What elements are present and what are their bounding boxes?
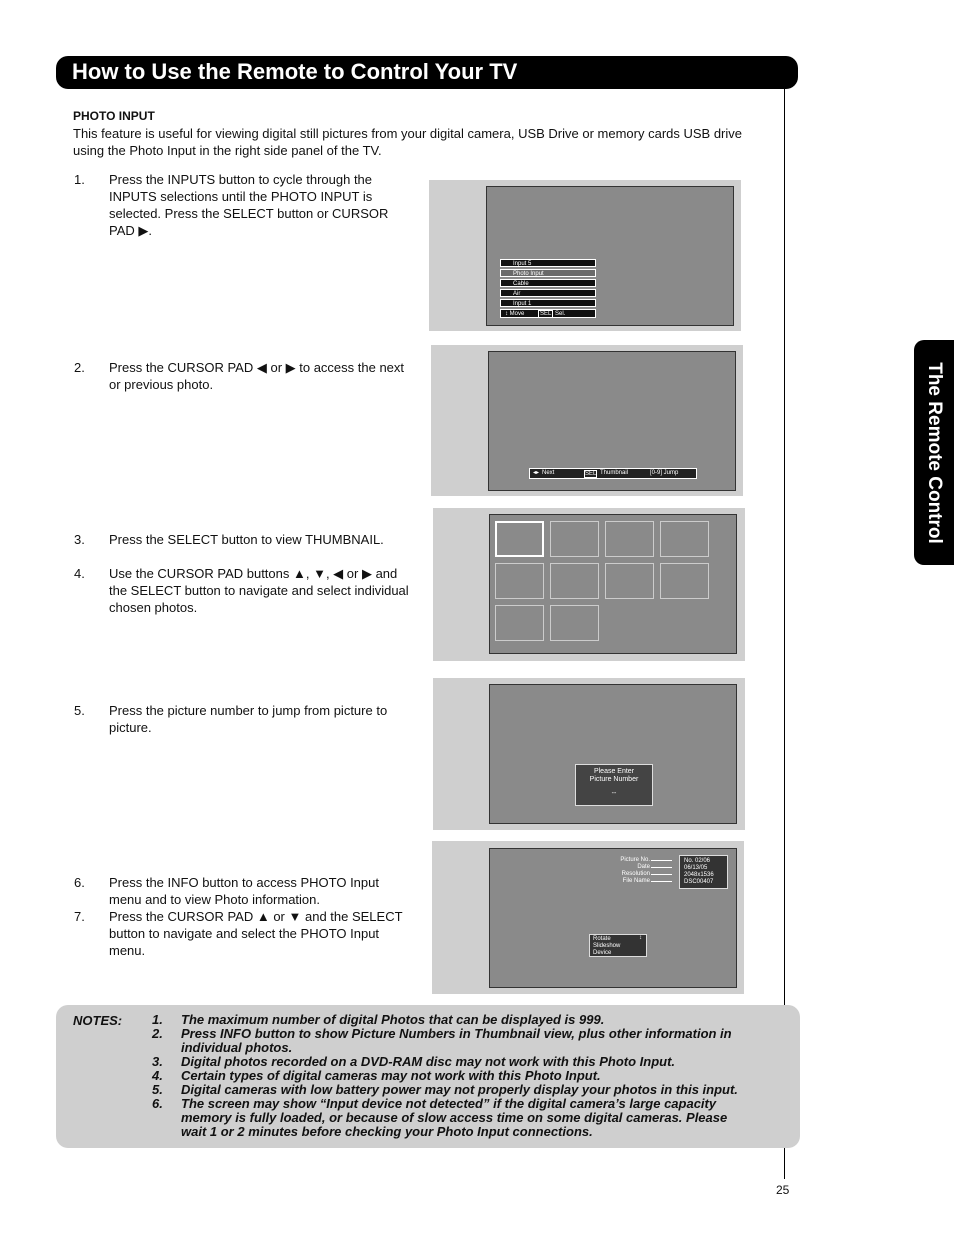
step-6 <box>74 874 414 910</box>
note-text: Digital photos recorded on a DVD-RAM disc may not work with this Photo Input. <box>181 1054 676 1069</box>
thumbnail <box>605 521 654 557</box>
menu-item-photo-input: Photo Input <box>500 269 596 277</box>
section-intro: This feature is useful for viewing digital still pictures from your digital camera, USB Drive or memory cards USB drive using the Photo Input in the right side panel of the TV. <box>73 126 743 158</box>
side-tab <box>914 340 954 565</box>
step-1 <box>74 171 414 241</box>
footer-move: Move <box>509 311 525 317</box>
thumbnail-selected <box>495 521 544 557</box>
thumbnail <box>550 521 599 557</box>
thumbnail <box>495 605 544 641</box>
menu-item-input-5: Input 5 <box>500 259 596 267</box>
info-values-box <box>679 855 728 889</box>
note-text: Press INFO button to show Picture Numbers in Thumbnail view, plus other information in individual photos. <box>181 1026 732 1055</box>
inputs-menu <box>500 259 598 321</box>
info-label: Picture No. <box>620 857 650 863</box>
screenshot-photo-viewer <box>431 345 743 496</box>
sel-key: SEL <box>585 471 597 477</box>
step-number: 1. <box>74 172 85 187</box>
tv-screen <box>489 514 737 654</box>
screenshot-thumbnail-grid <box>433 508 745 661</box>
side-tab-label: The Remote Control <box>924 361 945 544</box>
viewer-next: Next <box>542 470 555 476</box>
footer-sel: Sel. <box>555 311 566 317</box>
info-value: 06/13/05 <box>684 865 708 871</box>
up-down-arrows-icon: ↕ <box>639 935 642 941</box>
step-text: Press the picture number to jump from picture to picture. <box>109 703 388 735</box>
note-text: The maximum number of digital Photos that can be displayed is 999. <box>181 1012 605 1027</box>
thumbnail <box>495 563 544 599</box>
info-label: Resolution <box>621 871 650 877</box>
thumbnail <box>660 563 709 599</box>
step-text: Press the CURSOR PAD ▲ or ▼ and the SELECT button to navigate and select the PHOTO Input menu. <box>109 909 403 958</box>
step-number: 2. <box>74 360 85 375</box>
info-label: File Name <box>622 878 650 884</box>
note-text: Certain types of digital cameras may not work with this Photo Input. <box>181 1068 601 1083</box>
note-text: The screen may show “Input device not detected” if the digital camera’s large capacity memory is fully loaded, or because of slow access time on some digital cameras. Please wait 1 or 2 minutes before checking your Photo Input connections. <box>181 1096 728 1139</box>
info-value: No. 02/06 <box>684 858 711 864</box>
step-number: 3. <box>74 532 85 547</box>
note-item <box>152 1097 752 1139</box>
note-text: Digital cameras with low battery power may not properly display your photos in this input. <box>181 1082 738 1097</box>
tv-screen <box>488 351 736 491</box>
step-2 <box>74 359 414 399</box>
screenshot-photo-info <box>432 841 744 994</box>
info-labels <box>590 857 650 885</box>
note-item <box>152 1013 752 1027</box>
note-item <box>152 1027 752 1055</box>
menu-item-input-1: Input 1 <box>500 299 596 307</box>
info-leader-lines <box>651 857 672 885</box>
step-5 <box>74 702 414 738</box>
note-item <box>152 1055 752 1069</box>
info-label: Date <box>637 864 650 870</box>
picture-number-dialog <box>575 764 653 806</box>
step-text: Press the SELECT button to view THUMBNAIL. <box>109 532 384 547</box>
dialog-line-2: Picture Number <box>589 776 639 783</box>
menu-item-air: Air <box>500 289 596 297</box>
info-menu-item-rotate: Rotate <box>593 936 611 942</box>
screenshot-picture-number <box>433 678 745 830</box>
info-value: 2048x1536 <box>684 872 714 878</box>
step-number: 7. <box>74 909 85 924</box>
step-7 <box>74 908 414 962</box>
info-value: DSC00407 <box>684 879 714 885</box>
step-text: Press the CURSOR PAD ◀ or ▶ to access the next or previous photo. <box>109 360 405 392</box>
viewer-thumbnail: Thumbnail <box>600 470 629 476</box>
note-number: 6. <box>152 1096 163 1111</box>
thumbnail <box>605 563 654 599</box>
info-menu <box>589 934 647 957</box>
tv-screen <box>489 684 737 824</box>
thumbnail <box>550 605 599 641</box>
step-3 <box>74 531 414 567</box>
note-number: 5. <box>152 1082 163 1097</box>
up-down-arrows-icon: ↕ <box>505 311 508 317</box>
notes-panel <box>56 1005 800 1148</box>
picture-number-field: -- <box>611 790 617 797</box>
tv-screen <box>489 848 737 988</box>
viewer-control-bar <box>529 468 697 479</box>
step-number: 6. <box>74 875 85 890</box>
viewer-jump: [0-9] Jump <box>650 470 679 476</box>
left-right-arrows-icon: ◂▸ <box>533 470 540 476</box>
thumbnail <box>550 563 599 599</box>
tv-screen <box>486 186 734 326</box>
note-item <box>152 1083 752 1097</box>
menu-item-cable: Cable <box>500 279 596 287</box>
step-text: Use the CURSOR PAD buttons ▲, ▼, ◀ or ▶ and the SELECT button to navigate and select individual chosen photos. <box>109 566 409 615</box>
step-text: Press the INFO button to access PHOTO Input menu and to view Photo information. <box>109 875 379 907</box>
note-number: 4. <box>152 1068 163 1083</box>
sel-key: SEL <box>540 311 552 317</box>
section-title: PHOTO INPUT <box>73 109 155 123</box>
step-4 <box>74 565 414 619</box>
inputs-menu-footer <box>500 309 596 318</box>
notes-label: NOTES: <box>73 1013 123 1028</box>
note-item <box>152 1069 752 1083</box>
header-bar <box>56 56 798 89</box>
screenshot-inputs-menu <box>429 180 741 331</box>
dialog-line-1: Please Enter <box>593 768 635 775</box>
note-number: 3. <box>152 1054 163 1069</box>
step-text: Press the INPUTS button to cycle through the INPUTS selections until the PHOTO INPUT is selected. Press the SELECT button or CURSOR PAD ▶. <box>109 172 389 238</box>
note-number: 2. <box>152 1026 163 1041</box>
info-menu-item-device: Device <box>593 950 612 956</box>
thumbnail <box>660 521 709 557</box>
info-menu-item-slideshow: Slideshow <box>593 943 621 949</box>
step-number: 5. <box>74 703 85 718</box>
page-title: How to Use the Remote to Control Your TV <box>72 59 518 84</box>
note-number: 1. <box>152 1012 163 1027</box>
page-number: 25 <box>776 1183 790 1197</box>
step-number: 4. <box>74 566 85 581</box>
